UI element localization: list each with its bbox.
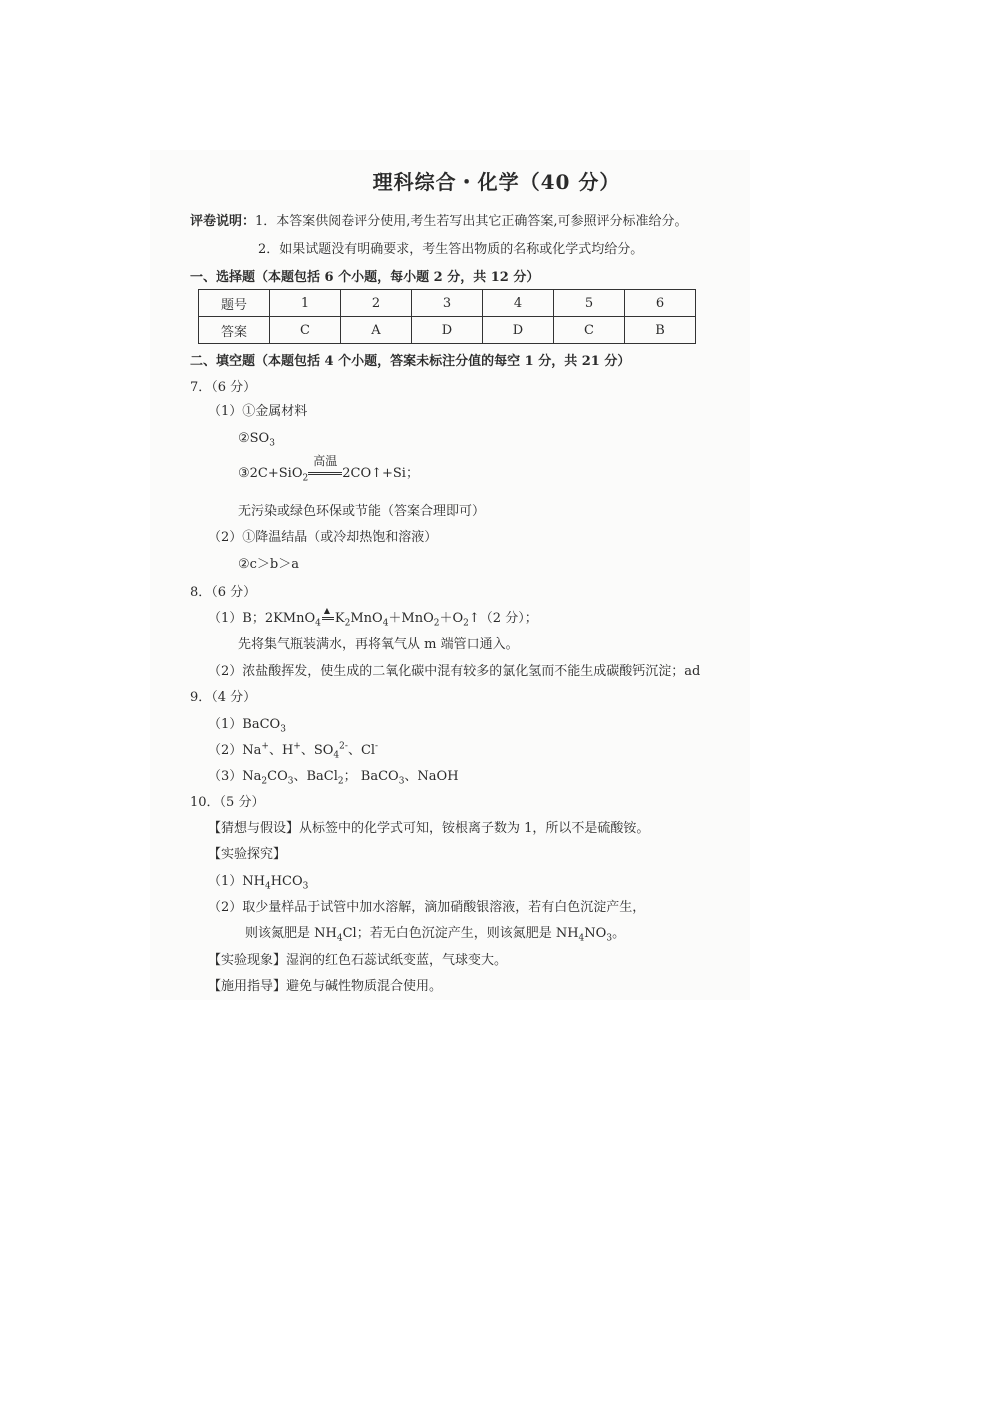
table-header-answer: 答案 xyxy=(199,317,270,344)
q8-part2: （2）浓盐酸挥发，使生成的二氧化碳中混有较多的氯化氢而不能生成碳酸钙沉淀；ad xyxy=(208,664,701,679)
table-cell: 6 xyxy=(625,290,696,317)
formula-text: ； BaCO xyxy=(343,769,399,784)
subscript: 2 xyxy=(433,618,440,629)
table-cell: C xyxy=(270,317,341,344)
q10-experiment-1 xyxy=(208,874,308,890)
subscript: 3 xyxy=(287,776,294,787)
q9-part1 xyxy=(208,717,286,733)
subscript: 4 xyxy=(333,750,340,761)
formula-text: 、NaOH xyxy=(404,769,459,784)
table-cell: B xyxy=(625,317,696,344)
section1-heading: 一、选择题（本题包括 6 个小题，每小题 2 分，共 12 分） xyxy=(190,270,540,285)
heat-condition xyxy=(321,606,335,627)
formula-text: 则该氮肥是 NH xyxy=(245,926,337,941)
q7-part1-1: （1）①金属材料 xyxy=(208,404,308,419)
table-cell: D xyxy=(483,317,554,344)
q10-guidance: 【施用指导】避免与碱性物质混合使用。 xyxy=(208,979,443,994)
page-title: 理科综合・化学（40 分） xyxy=(372,170,621,194)
formula-text: ＋MnO xyxy=(388,611,434,626)
q10-experiment-heading: 【实验探究】 xyxy=(208,847,287,862)
q9-part2 xyxy=(208,743,378,759)
subscript: 3 xyxy=(398,776,405,787)
table-cell: A xyxy=(341,317,412,344)
table-header-question: 题号 xyxy=(199,290,270,317)
formula-text: CO xyxy=(267,769,288,784)
grading-note-1: 1．本答案供阅卷评分使用,考生若写出其它正确答案,可参照评分标准给分。 xyxy=(255,214,688,229)
formula-text: ＋O xyxy=(439,611,464,626)
formula-text: NO xyxy=(584,926,607,941)
q9-part3 xyxy=(208,769,459,785)
subscript: 2 xyxy=(261,776,268,787)
formula-text: Cl；若无白色沉淀产生，则该氮肥是 NH xyxy=(342,926,579,941)
formula-text: ②SO xyxy=(238,431,270,446)
table-cell: 2 xyxy=(341,290,412,317)
subscript: 4 xyxy=(336,933,343,944)
subscript: 3 xyxy=(269,438,275,449)
grading-notes-label: 评卷说明： xyxy=(190,214,256,229)
section2-heading: 二、填空题（本题包括 4 个小题，答案未标注分值的每空 1 分，共 21 分） xyxy=(190,354,631,369)
formula-text: 、H xyxy=(268,743,294,758)
formula-text: ↑（2 分）； xyxy=(468,611,538,626)
q10-heading: 10．（5 分） xyxy=(190,795,265,810)
formula-text: （1）B；2KMnO xyxy=(208,611,316,626)
q10-hypothesis: 【猜想与假设】从标签中的化学式可知，铵根离子数为 1，所以不是硫酸铵。 xyxy=(208,821,650,836)
q8-part1-equation xyxy=(208,606,538,629)
subscript: 2 xyxy=(337,776,344,787)
q7-part1-2 xyxy=(238,431,275,447)
formula-text: HCO xyxy=(270,874,303,889)
table-row xyxy=(199,290,696,317)
formula-text: K xyxy=(334,611,345,626)
subscript: 4 xyxy=(264,881,271,892)
grading-notes-1 xyxy=(190,214,688,230)
q8-heading: 8．（6 分） xyxy=(190,585,257,600)
q7-part1-3-equation xyxy=(238,454,419,484)
subscript: 2 xyxy=(302,473,309,484)
q10-experiment-2-line2 xyxy=(245,926,625,942)
superscript: + xyxy=(261,741,269,752)
table-cell: 3 xyxy=(412,290,483,317)
q7-part2-2: ②c＞b＞a xyxy=(238,557,300,572)
delta-icon: ▲ xyxy=(323,606,331,615)
q7-heading: 7．（6 分） xyxy=(190,380,257,395)
equals-sign xyxy=(308,472,342,475)
grading-note-2: 2．如果试题没有明确要求，考生答出物质的名称或化学式均给分。 xyxy=(258,242,644,257)
table-cell: D xyxy=(412,317,483,344)
formula-text: 、SO xyxy=(300,743,334,758)
superscript: + xyxy=(293,741,301,752)
q9-heading: 9．（4 分） xyxy=(190,690,257,705)
subscript: 4 xyxy=(315,618,321,629)
subscript: 4 xyxy=(578,933,585,944)
q10-experiment-2: （2）取少量样品于试管中加水溶解，滴加硝酸银溶液，若有白色沉淀产生， xyxy=(208,900,646,915)
formula-text: ③2C+SiO xyxy=(238,466,303,481)
table-row xyxy=(199,317,696,344)
formula-text: 、Cl xyxy=(347,743,376,758)
formula-text: MnO xyxy=(350,611,383,626)
formula-text: （3）Na xyxy=(208,769,262,784)
formula-text: （1）BaCO xyxy=(208,717,281,732)
multiple-choice-answer-table xyxy=(198,289,696,344)
q7-part1-4: 无污染或绿色环保或节能（答案合理即可） xyxy=(238,504,486,519)
formula-text: 2CO↑+Si； xyxy=(342,466,419,481)
table-cell: 4 xyxy=(483,290,554,317)
table-cell: C xyxy=(554,317,625,344)
reaction-condition xyxy=(308,454,342,482)
formula-text: （1）NH xyxy=(208,874,265,889)
q10-phenomenon: 【实验现象】湿润的红色石蕊试纸变蓝，气球变大。 xyxy=(208,953,508,968)
table-cell: 5 xyxy=(554,290,625,317)
formula-text: 。 xyxy=(612,926,626,941)
q7-part2-1: （2）①降温结晶（或冷却热饱和溶液） xyxy=(208,530,438,545)
formula-text: 、BaCl xyxy=(293,769,338,784)
subscript: 2 xyxy=(463,618,469,629)
subscript: 3 xyxy=(606,933,613,944)
superscript: - xyxy=(375,741,379,752)
q8-part1-line2: 先将集气瓶装满水，再将氧气从 m 端管口通入。 xyxy=(238,637,519,652)
subscript: 3 xyxy=(280,724,286,735)
subscript: 2 xyxy=(344,618,351,629)
condition-label: 高温 xyxy=(313,454,338,468)
formula-text: （2）Na xyxy=(208,743,262,758)
subscript: 3 xyxy=(302,881,309,892)
superscript: 2- xyxy=(339,741,348,752)
subscript: 4 xyxy=(382,618,389,629)
table-cell: 1 xyxy=(270,290,341,317)
